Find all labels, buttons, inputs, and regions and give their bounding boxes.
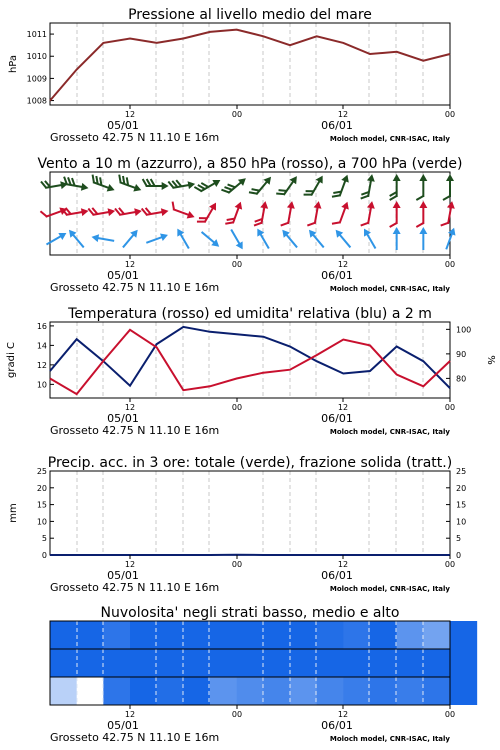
- wind-barb: [221, 173, 248, 198]
- cloud-cell: [397, 677, 424, 705]
- cloud-cell: [237, 649, 264, 677]
- pressure-ylabel: hPa: [8, 54, 19, 74]
- wind-barb-head: [393, 201, 401, 208]
- wind-barb: [44, 230, 68, 248]
- clouds-credit: Moloch model, CNR-ISAC, Italy: [329, 735, 450, 743]
- wind-barb: [66, 227, 87, 250]
- wind-barb: [115, 204, 143, 219]
- precip-ytick-right-label: 25: [456, 467, 467, 476]
- clouds-location: Grosseto 42.75 N 11.10 E 16m: [50, 731, 220, 744]
- cloud-cell: [183, 649, 210, 677]
- cloud-cell: [157, 677, 184, 705]
- wind-barb-head: [367, 200, 376, 208]
- cloud-cell: [50, 649, 77, 677]
- temperature-line: [50, 330, 450, 394]
- wind-barb-head: [160, 231, 169, 241]
- wind-barb-head: [236, 241, 246, 251]
- precip-credit: Moloch model, CNR-ISAC, Italy: [329, 585, 450, 593]
- cloud-cell: [343, 677, 370, 705]
- cloud-cell: [263, 649, 290, 677]
- precip-date-label: 06/01: [321, 569, 353, 582]
- wind-hour-label: 00: [231, 260, 243, 269]
- wind-barb-head: [161, 207, 169, 216]
- cloud-cell: [343, 649, 370, 677]
- cloud-cell: [237, 677, 264, 705]
- cloud-cell: [423, 621, 450, 649]
- wind-barb: [393, 227, 401, 250]
- cloud-cell: [317, 649, 344, 677]
- temp-hour-label: 00: [231, 403, 243, 412]
- wind-location: Grosseto 42.75 N 11.10 E 16m: [50, 281, 220, 294]
- wind-credit: Moloch model, CNR-ISAC, Italy: [329, 285, 450, 293]
- precip-ytick-right-label: 5: [456, 534, 462, 544]
- wind-date-label: 06/01: [321, 269, 353, 282]
- temp-ytick-label: 14: [36, 341, 47, 351]
- wind-barb-head: [260, 200, 269, 208]
- temp-panel: [50, 322, 450, 398]
- cloud-cell: [130, 677, 157, 705]
- wind-barb: [361, 200, 376, 228]
- wind-title: Vento a 10 m (azzurro), a 850 hPa (rosso), a 700 hPa (verde): [37, 156, 463, 172]
- precip-ytick-right-label: 0: [456, 551, 462, 560]
- wind-barb-head: [58, 230, 68, 240]
- temp-frame: [50, 322, 450, 398]
- pressure-panel: [50, 23, 450, 105]
- wind-barb: [199, 229, 222, 250]
- wind-barb-feather: [304, 191, 312, 198]
- temp-location: Grosseto 42.75 N 11.10 E 16m: [50, 424, 220, 437]
- wind-barb-head: [162, 182, 169, 190]
- pressure-ytick-label: 1008: [26, 96, 47, 106]
- temp-ylabel: gradi C: [6, 342, 17, 378]
- cloud-cell: [210, 621, 237, 649]
- wind-barb: [332, 172, 351, 200]
- wind-barb-feather: [332, 220, 340, 226]
- wind-barb: [62, 204, 90, 219]
- wind-barb-feather: [390, 196, 397, 200]
- temp-hour-label: 00: [444, 403, 456, 412]
- precip-ytick-right-label: 15: [456, 500, 467, 510]
- pressure-date-label: 06/01: [321, 119, 353, 132]
- wind-barb-head: [341, 200, 351, 209]
- wind-date-label: 05/01: [107, 269, 139, 282]
- precip-ytick-label: 5: [41, 534, 47, 544]
- cloud-cell: [77, 621, 104, 649]
- wind-hour-label: 12: [337, 260, 349, 269]
- cloud-cell: [317, 677, 344, 705]
- precip-ytick-label: 0: [41, 551, 47, 560]
- precip-date-label: 05/01: [107, 569, 139, 582]
- wind-barb-head: [81, 183, 89, 192]
- clouds-hour-label: 00: [231, 710, 243, 719]
- cloud-cell: [77, 649, 104, 677]
- pressure-hour-label: 00: [231, 110, 243, 119]
- wind-barb-head: [287, 200, 296, 208]
- cloud-cell: [450, 677, 477, 705]
- wind-barb: [307, 200, 322, 228]
- cloud-cell: [157, 649, 184, 677]
- pressure-date-label: 05/01: [107, 119, 139, 132]
- pressure-ytick-label: 1010: [26, 52, 47, 62]
- wind-barb: [361, 173, 376, 201]
- cloud-cell: [157, 621, 184, 649]
- wind-barb-head: [91, 233, 99, 242]
- cloud-cell: [130, 649, 157, 677]
- temp-title: Temperatura (rosso) ed umidita' relativa (blu) a 2 m: [68, 306, 432, 322]
- temp-date-label: 05/01: [107, 412, 139, 425]
- precip-panel: [50, 471, 450, 555]
- pressure-hour-label: 00: [444, 110, 456, 119]
- wind-barb-feather: [147, 179, 151, 186]
- cloud-cell: [317, 621, 344, 649]
- cloud-cell: [130, 621, 157, 649]
- cloud-cell: [183, 621, 210, 649]
- wind-barb-feather: [307, 222, 315, 227]
- cloud-cell: [263, 677, 290, 705]
- cloud-cell: [103, 677, 130, 705]
- pressure-ytick-label: 1011: [26, 30, 47, 40]
- wind-barb: [168, 177, 196, 192]
- wind-barb-head: [107, 184, 116, 194]
- wind-barb-feather: [143, 179, 147, 186]
- pressure-hour-label: 12: [124, 110, 136, 119]
- wind-barb: [390, 174, 401, 200]
- wind-barb-head: [133, 184, 142, 194]
- rh-ytick-right-label: 90: [456, 349, 467, 359]
- temp-hour-label: 12: [337, 403, 349, 412]
- wind-barb-head: [187, 211, 196, 221]
- wind-barb: [443, 174, 454, 200]
- cloud-cell: [370, 621, 397, 649]
- wind-barb: [254, 200, 269, 228]
- precip-location: Grosseto 42.75 N 11.10 E 16m: [50, 581, 220, 594]
- cloud-cell: [370, 677, 397, 705]
- clouds-hour-label: 12: [124, 710, 136, 719]
- cloud-cell: [77, 677, 104, 705]
- clouds-date-label: 05/01: [107, 719, 139, 732]
- pressure-line: [50, 30, 450, 101]
- wind-barb-head: [367, 173, 376, 181]
- precip-title: Precip. acc. in 3 ore: totale (verde), frazione solida (tratt.): [47, 455, 453, 471]
- precip-ylabel: mm: [8, 503, 19, 523]
- cloud-cell: [237, 621, 264, 649]
- wind-barb-head: [314, 200, 323, 208]
- wind-barb: [332, 199, 351, 227]
- precip-hour-label: 12: [124, 560, 136, 569]
- wind-barb: [225, 199, 244, 227]
- precip-ytick-label: 25: [36, 467, 47, 476]
- clouds-date-label: 06/01: [321, 719, 353, 732]
- wind-barb: [281, 200, 296, 228]
- wind-barb: [441, 200, 456, 228]
- cloud-cell: [450, 621, 477, 649]
- precip-ytick-right-label: 20: [456, 483, 467, 493]
- precip-hour-label: 00: [444, 560, 456, 569]
- cloud-cell: [397, 621, 424, 649]
- pressure-ytick-label: 1009: [26, 74, 47, 84]
- wind-barb: [145, 231, 169, 246]
- wind-barb-feather: [40, 210, 46, 218]
- cloud-cell: [397, 649, 424, 677]
- clouds-title: Nuvolosita' negli strati basso, medio e alto: [100, 605, 400, 621]
- wind-barb-head: [419, 201, 427, 208]
- precip-hour-label: 12: [337, 560, 349, 569]
- precip-ytick-label: 15: [36, 500, 47, 510]
- wind-barb-head: [393, 174, 401, 181]
- wind-barb: [197, 199, 220, 227]
- pressure-location: Grosseto 42.75 N 11.10 E 16m: [50, 131, 220, 144]
- temp-credit: Moloch model, CNR-ISAC, Italy: [329, 428, 450, 436]
- wind-barb-feather: [416, 223, 423, 227]
- cloud-cell: [263, 621, 290, 649]
- cloud-cell: [343, 621, 370, 649]
- cloud-cell: [210, 677, 237, 705]
- temp-ytick-label: 12: [36, 360, 47, 370]
- wind-barb: [62, 177, 90, 192]
- wind-barb-feather: [197, 218, 205, 225]
- cloud-cell: [103, 649, 130, 677]
- wind-barb-head: [134, 207, 142, 216]
- cloud-cell: [290, 649, 317, 677]
- wind-barb-feather: [416, 196, 423, 200]
- wind-barb: [120, 227, 141, 250]
- wind-barb-head: [81, 207, 89, 216]
- wind-barb: [419, 227, 427, 250]
- wind-barb-feather: [170, 202, 176, 210]
- wind-barb-feather: [332, 193, 340, 199]
- wind-barb-feather: [225, 220, 233, 226]
- wind-barb-feather: [281, 222, 289, 227]
- temp-ytick-label: 16: [36, 321, 47, 331]
- wind-barb-head: [419, 227, 427, 234]
- temp-ytick-label: 10: [36, 380, 47, 390]
- wind-barb: [142, 204, 170, 219]
- wind-barb-head: [341, 173, 351, 182]
- wind-barb: [416, 174, 427, 200]
- wind-barb: [304, 172, 327, 200]
- cloud-cell: [183, 677, 210, 705]
- cloud-cell: [450, 649, 477, 677]
- wind-barb-feather: [117, 175, 123, 183]
- cloud-cell: [290, 621, 317, 649]
- wind-hour-label: 12: [124, 260, 136, 269]
- wind-barb: [361, 227, 379, 251]
- wind-barb-head: [316, 174, 326, 184]
- wind-barb: [333, 227, 354, 250]
- wind-barb: [194, 174, 222, 197]
- wind-barb-feather: [443, 196, 450, 200]
- cloud-cell: [103, 621, 130, 649]
- cloud-cell: [210, 649, 237, 677]
- wind-barb-feather: [441, 222, 449, 227]
- wind-barb-head: [393, 227, 401, 234]
- wind-barb-head: [448, 226, 458, 235]
- wind-hour-label: 00: [444, 260, 456, 269]
- wind-barb: [390, 201, 401, 227]
- precip-ytick-label: 10: [36, 517, 47, 527]
- cloud-cell: [423, 649, 450, 677]
- precip-ytick-label: 20: [36, 483, 47, 493]
- wind-barb-head: [419, 174, 427, 181]
- rh-ylabel: %: [485, 355, 496, 365]
- wind-barb-head: [212, 177, 222, 187]
- humidity-line: [50, 327, 450, 388]
- temp-date-label: 06/01: [321, 412, 353, 425]
- wind-barb-feather: [361, 222, 369, 227]
- precip-ytick-right-label: 10: [456, 517, 467, 527]
- wind-barb: [115, 175, 143, 194]
- wind-barb: [249, 172, 274, 199]
- wind-barb-head: [447, 200, 456, 208]
- cloud-cell: [290, 677, 317, 705]
- wind-barb: [89, 175, 117, 194]
- pressure-hour-label: 12: [337, 110, 349, 119]
- wind-barb: [416, 201, 427, 227]
- wind-barb-feather: [90, 175, 96, 183]
- cloud-cell: [370, 649, 397, 677]
- temp-hour-label: 12: [124, 403, 136, 412]
- clouds-hour-label: 12: [337, 710, 349, 719]
- precip-hour-label: 00: [231, 560, 243, 569]
- wind-barb: [276, 172, 300, 200]
- wind-barb-head: [209, 201, 219, 211]
- pressure-credit: Moloch model, CNR-ISAC, Italy: [329, 135, 450, 143]
- wind-barb-head: [446, 174, 454, 181]
- pressure-title: Pressione al livello medio del mare: [128, 7, 372, 23]
- cloud-cell: [50, 677, 77, 705]
- wind-barb: [228, 227, 246, 251]
- precip-frame: [50, 471, 450, 555]
- wind-barb-head: [108, 207, 116, 216]
- cloud-cell: [50, 621, 77, 649]
- wind-barb-feather: [151, 179, 155, 186]
- pressure-frame: [50, 23, 450, 105]
- rh-ytick-right-label: 80: [456, 374, 467, 384]
- cloud-cell: [423, 677, 450, 705]
- wind-barb: [88, 204, 116, 219]
- rh-ytick-right-label: 100: [456, 325, 472, 335]
- clouds-hour-label: 00: [444, 710, 456, 719]
- wind-barb-head: [235, 200, 245, 209]
